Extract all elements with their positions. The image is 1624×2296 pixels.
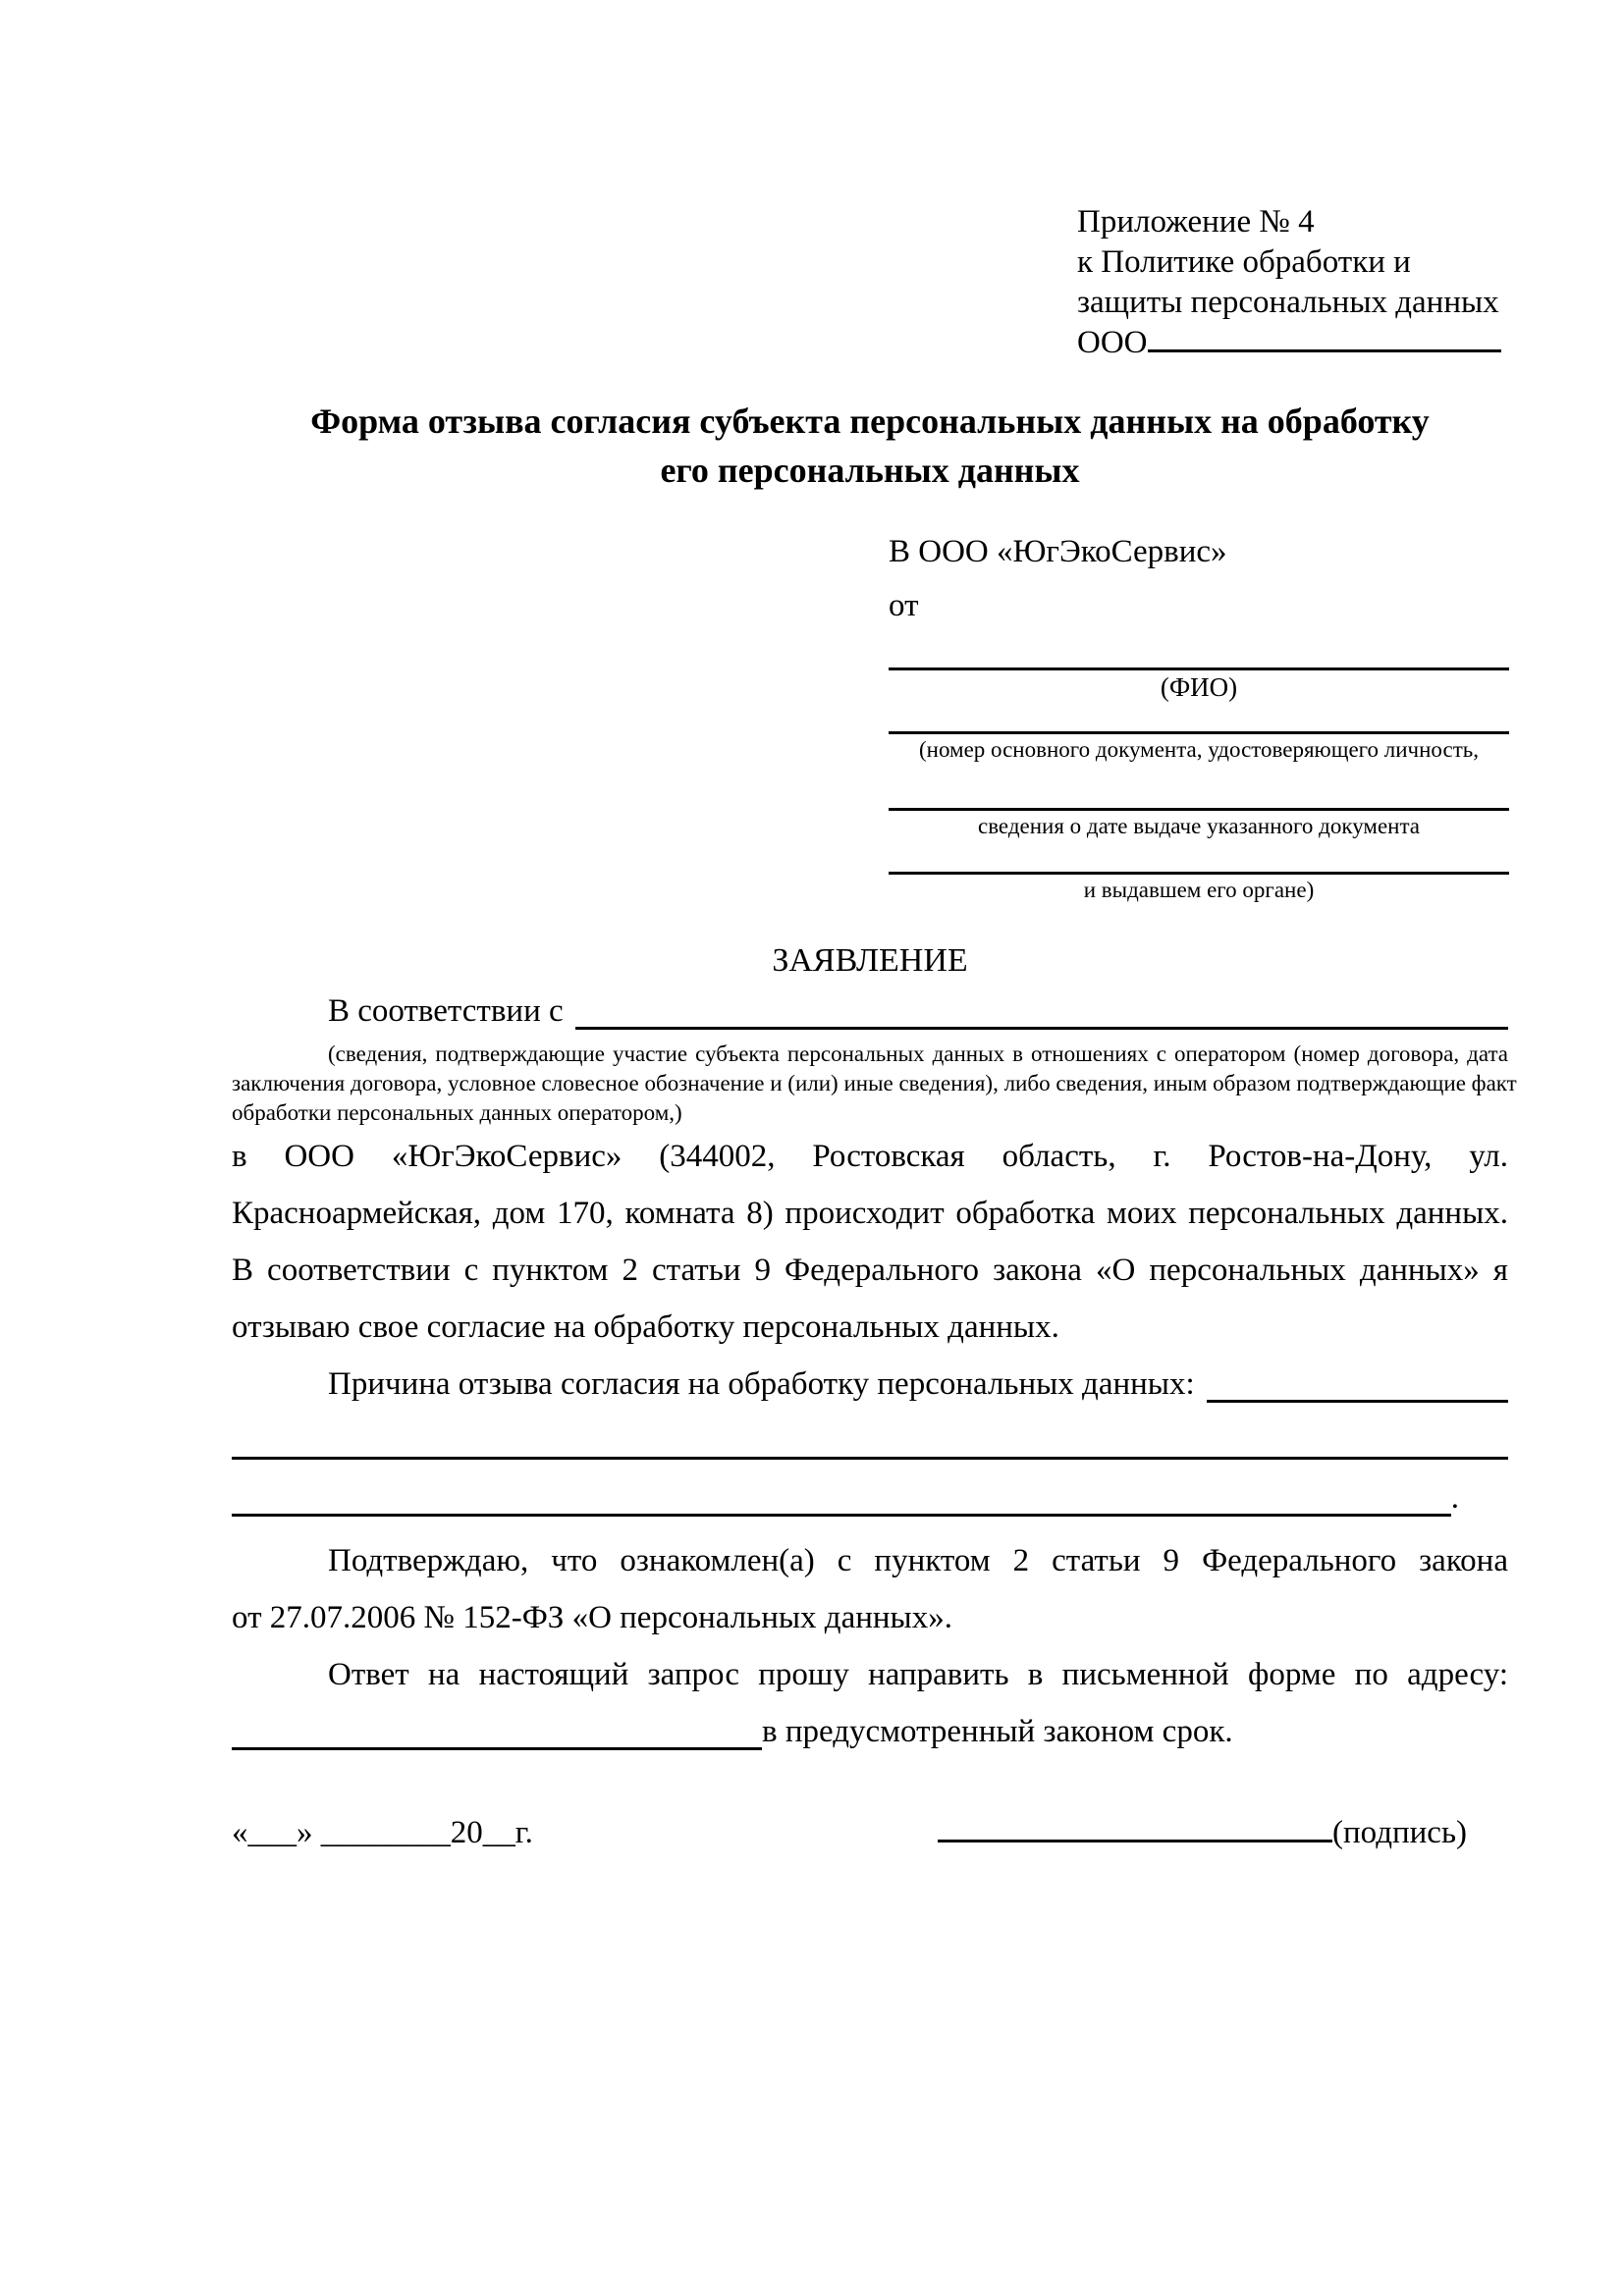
ooo-label: ООО [1077,325,1148,360]
appendix-line-1: Приложение № 4 [1077,204,1315,240]
footnote-line: обработки персональных данных оператором,) [232,1100,682,1125]
body-line: в ООО «ЮгЭкоСервис» (344002, Ростовская область, г. Ростов-на-Дону, ул. [232,1139,1508,1174]
footnote-line: (сведения, подтверждающие участие субъекта персональных данных в отношениях с оператором (номер договора, дата [328,1041,1508,1066]
intro-text: В соответствии с [328,993,564,1029]
appendix-line-3: защиты персональных данных [1077,285,1499,320]
reason-line [232,1356,1508,1413]
appendix-line-2: к Политике обработки и [1077,244,1411,280]
intro-blank-line [575,1027,1508,1030]
paragraph-indent [232,1356,328,1413]
signature-group [938,1804,1467,1861]
reply-line: Ответ на настоящий запрос прошу направить в письменной форме по адресу: [328,1657,1508,1692]
date-blank-line: «___» ________20__г. [232,1815,533,1850]
addressee-organization: В ООО «ЮгЭкоСервис» [889,534,1227,569]
blank-line-row-1 [232,1413,1508,1469]
address-line [232,1703,1508,1760]
appendix-ooo-row [1077,323,1501,363]
paragraph-indent [232,983,328,1040]
footnote [232,1040,1517,1128]
address-suffix: в предусмотренный законом срок. [762,1714,1233,1749]
intro-line [232,983,1508,1040]
form-title-line-2: его персональных данных [660,451,1080,490]
statement-heading: ЗАЯВЛЕНИЕ [772,942,968,979]
reason-text: Причина отзыва согласия на обработку персональных данных: [328,1366,1195,1402]
blank-line-row-2 [232,1469,1508,1526]
period-text: . [1450,1480,1459,1516]
statement-body [232,1128,1508,1356]
body-line: В соответствии с пунктом 2 статьи 9 Федерального закона «О персональных данных» я [232,1253,1508,1288]
address-blank-line [232,1747,762,1750]
doc-date-caption: сведения о дате выдаче указанного документа [977,814,1421,838]
confirm-line: Подтверждаю, что ознакомлен(а) с пунктом 2 статьи 9 Федерального закона [328,1543,1508,1578]
fio-caption: (ФИО) [1160,672,1238,702]
footer-row [232,1804,1508,1861]
appendix-note [1077,202,1501,363]
body-line: Красноармейская, дом 170, комната 8) происходит обработка моих персональных данных. [232,1196,1508,1231]
confirm-paragraph [232,1532,1508,1646]
body-line: отзываю свое согласие на обработку персональных данных. [232,1309,1059,1345]
doc-issuer-caption: и выдавшем его органе) [1083,878,1315,902]
signature-caption: (подпись) [1332,1815,1467,1850]
form-title-line-1: Форма отзыва согласия субъекта персональных данных на обработку [310,401,1430,441]
footnote-line: заключения договора, условное словесное обозначение и (или) иные сведения), либо сведения, иным образом подтверждающие факт [232,1071,1517,1095]
confirm-line: от 27.07.2006 № 152-ФЗ «О персональных данных». [232,1600,952,1635]
signature-blank-line [938,1840,1332,1842]
doc-number-caption: (номер основного документа, удостоверяющего личность, [918,737,1479,762]
form-title [232,397,1508,495]
reason-blank-line-3 [232,1514,1451,1517]
ooo-blank-line [1148,349,1501,352]
addressee-from-label: от [889,588,919,623]
reason-blank-line [1207,1400,1508,1403]
statement-section [232,983,1517,1760]
addressee-block [889,530,1509,906]
reason-blank-line-2 [232,1457,1508,1460]
